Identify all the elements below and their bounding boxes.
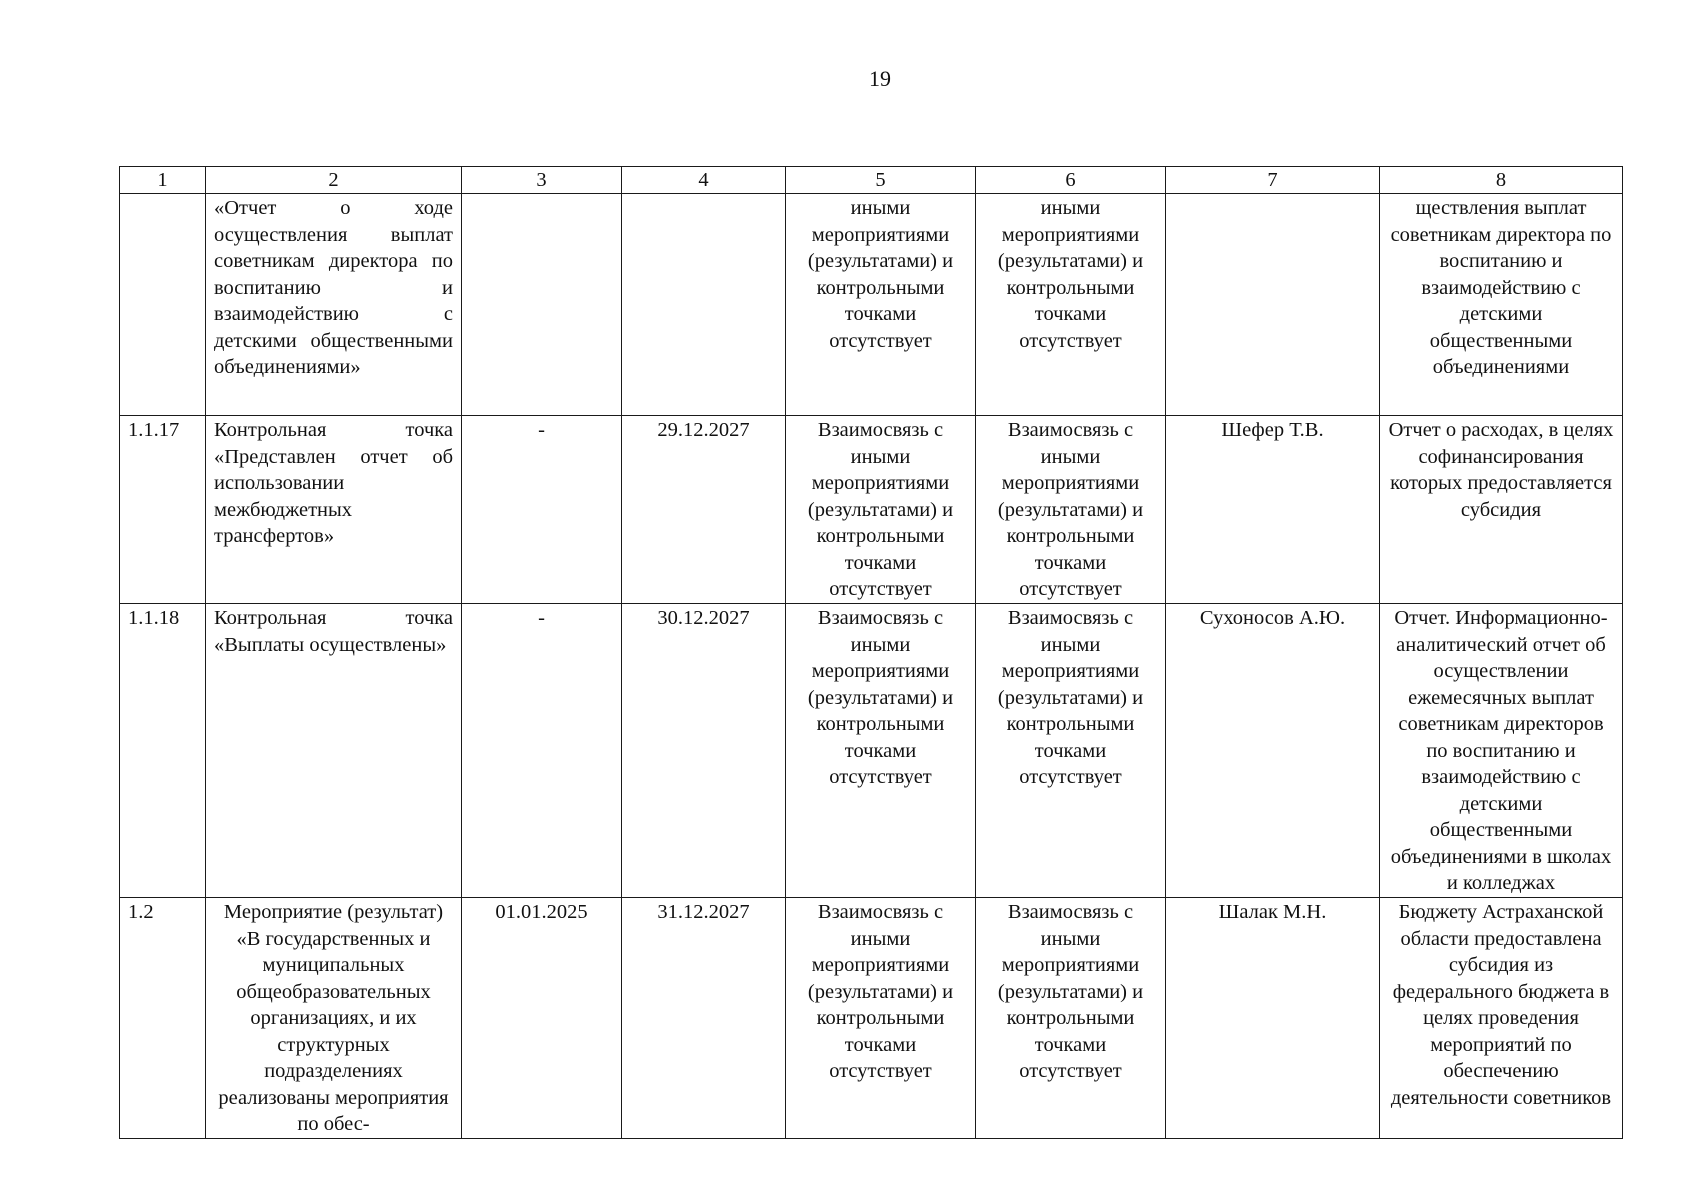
cell-end-date: 31.12.2027 <box>622 898 786 1139</box>
header-col-5: 5 <box>786 167 976 194</box>
cell-end-date <box>622 194 786 416</box>
cell-name: Контрольная точка «Выплаты осуществлены» <box>206 604 462 898</box>
cell-link-previous: Взаимосвязь с иными мероприятиями (результатами) и контрольными точками отсутствует <box>786 604 976 898</box>
cell-number: 1.1.17 <box>120 416 206 604</box>
header-col-3: 3 <box>462 167 622 194</box>
cell-name: «Отчет о ходе осуществления выплат советникам директора по воспитанию и взаимодействию с детскими общественными объединениями» <box>206 194 462 416</box>
header-col-6: 6 <box>976 167 1166 194</box>
cell-start-date: 01.01.2025 <box>462 898 622 1139</box>
cell-start-date <box>462 194 622 416</box>
page-number: 19 <box>869 66 891 91</box>
cell-responsible: Шалак М.Н. <box>1166 898 1380 1139</box>
cell-name: Мероприятие (результат) «В государственных и муниципальных общеобразовательных организациях, и их структурных подразделениях реализованы мероприятия по обес- <box>206 898 462 1139</box>
cell-link-next: Взаимосвязь с иными мероприятиями (результатами) и контрольными точками отсутствует <box>976 604 1166 898</box>
activities-table <box>119 166 1623 1139</box>
cell-responsible: Сухоносов А.Ю. <box>1166 604 1380 898</box>
table-row <box>120 416 1623 604</box>
cell-result: ществления выплат советникам директора по воспитанию и взаимодействию с детскими общественными объединениями <box>1380 194 1623 416</box>
cell-result: Отчет о расходах, в целях софинансирования которых предоставляется субсидия <box>1380 416 1623 604</box>
cell-responsible <box>1166 194 1380 416</box>
cell-end-date: 30.12.2027 <box>622 604 786 898</box>
header-col-4: 4 <box>622 167 786 194</box>
cell-link-next: Взаимосвязь с иными мероприятиями (результатами) и контрольными точками отсутствует <box>976 898 1166 1139</box>
cell-result: Бюджету Астраханской области предоставлена субсидия из федерального бюджета в целях проведения мероприятий по обеспечению деятельности советников <box>1380 898 1623 1139</box>
cell-end-date: 29.12.2027 <box>622 416 786 604</box>
header-col-8: 8 <box>1380 167 1623 194</box>
cell-link-next: Взаимосвязь с иными мероприятиями (результатами) и контрольными точками отсутствует <box>976 416 1166 604</box>
cell-result: Отчет. Информационно-аналитический отчет об осуществлении ежемесячных выплат советникам директоров по воспитанию и взаимодействию с детскими общественными объединениями в школах и колледжах <box>1380 604 1623 898</box>
table-header <box>120 167 1623 194</box>
header-col-1: 1 <box>120 167 206 194</box>
cell-link-next: иными мероприятиями (результатами) и контрольными точками отсутствует <box>976 194 1166 416</box>
header-col-2: 2 <box>206 167 462 194</box>
cell-name: Контрольная точка «Представлен отчет об использовании межбюджетных трансфертов» <box>206 416 462 604</box>
table-row <box>120 604 1623 898</box>
cell-number <box>120 194 206 416</box>
cell-number: 1.1.18 <box>120 604 206 898</box>
table-row <box>120 194 1623 416</box>
header-col-7: 7 <box>1166 167 1380 194</box>
cell-responsible: Шефер Т.В. <box>1166 416 1380 604</box>
cell-link-previous: Взаимосвязь с иными мероприятиями (результатами) и контрольными точками отсутствует <box>786 898 976 1139</box>
table-row <box>120 898 1623 1139</box>
cell-link-previous: Взаимосвязь с иными мероприятиями (результатами) и контрольными точками отсутствует <box>786 416 976 604</box>
cell-start-date: - <box>462 604 622 898</box>
cell-start-date: - <box>462 416 622 604</box>
cell-link-previous: иными мероприятиями (результатами) и контрольными точками отсутствует <box>786 194 976 416</box>
cell-number: 1.2 <box>120 898 206 1139</box>
